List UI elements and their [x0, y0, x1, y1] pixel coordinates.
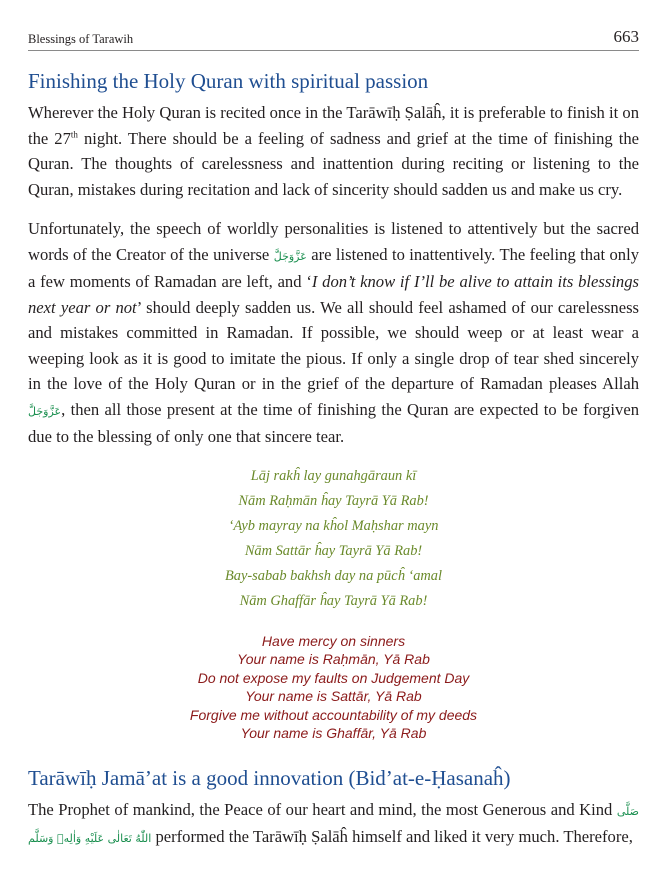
text-run: The Prophet of mankind, the Peace of our heart and mind, the most Generous and Kind — [28, 799, 617, 819]
poem-line: Your name is Ghaffār, Yā Rab — [240, 725, 427, 741]
poem-line: Nām Sattār ĥay Tayrā Yā Rab! — [244, 542, 423, 559]
poem-line: Bay-sabab bakhsh day na pūcĥ ‘amal — [224, 567, 443, 584]
text-run: Unfortunately, the speech of worldly personalities is listened to attentively but the sacred words of the Creator of the universe — [28, 219, 639, 264]
arabic-honorific: عَزَّوَجَلَّ — [273, 249, 307, 263]
poem-line: Your name is Raḥmān, Yā Rab — [237, 651, 430, 667]
text-run: are listened to inattentively. The feeling that only a few moments of Ramadan are left, and ‘ — [28, 244, 639, 291]
text-run: performed the Tarāwīḥ Ṣalāĥ himself and liked it very much. Therefore, — [151, 827, 633, 846]
poem-transliteration — [28, 464, 639, 614]
page-number: 663 — [613, 27, 639, 46]
text-run: Wherever the Holy Quran is recited once in the Tarāwīḥ Ṣalāĥ, it is preferable to finish it on the 27 — [28, 103, 639, 148]
poem-line: Have mercy on sinners — [261, 632, 406, 649]
poem-translation — [28, 632, 639, 743]
arabic-honorific: عَزَّوَجَلَّ — [28, 404, 62, 418]
paragraph-finishing-quran — [28, 100, 639, 202]
arabic-salutation: صَلَّى اللّٰهُ تَعَالٰى عَلَيْهِ وَاٰلِهٖ وَسَلَّم — [28, 804, 639, 845]
page-header — [28, 24, 639, 51]
poem-line: Nām Ghaffār ĥay Tayrā Yā Rab! — [239, 592, 428, 609]
running-title: Blessings of Tarawih — [28, 32, 134, 46]
section-heading-finishing-quran: Finishing the Holy Quran with spiritual passion — [28, 69, 429, 93]
page-content — [28, 68, 639, 866]
section-heading-tarawih-jamaat: Tarāwīḥ Jamā’at is a good innovation (Bid’at-e-Ḥasanaĥ) — [28, 765, 511, 790]
poem-line: Forgive me without accountability of my deeds — [189, 706, 478, 723]
paragraph-unfortunately — [28, 216, 639, 450]
poem-line: Nām Raḥmān ĥay Tayrā Yā Rab! — [238, 492, 429, 509]
paragraph-prophet — [28, 797, 639, 852]
poem-line: Lāj rakĥ lay gunahgāraun kī — [250, 467, 417, 484]
text-run: ’ should deeply sadden us. We all should feel ashamed of our carelessness and mistakes committed in Ramadan. If possible, we should weep or at least wear a weeping look as it is good to imitate the pious. If only a single drop of tear shed sincerely in the love of the Holy Quran or in the grief of the departure of Ramadan pleases Allah — [28, 297, 640, 393]
text-run: , then all those present at the time of finishing the Quran are expected to be forgiven due to the blessing of only one that sincere tear. — [28, 399, 639, 446]
ordinal-suffix: th — [70, 128, 78, 139]
poem-line: Do not expose my faults on Judgement Day — [197, 669, 470, 686]
text-run: night. There should be a feeling of sadness and grief at the time of finishing the Quran. The thoughts of carelessness and inattention during reciting or listening to the Quran, mistakes during recitation and lack of sincerity should sadden us and make us cry. — [28, 128, 639, 199]
poem-line: ‘Ayb mayray na kĥol Maḥshar mayn — [228, 517, 439, 534]
poem-line: Your name is Sattār, Yā Rab — [245, 688, 422, 704]
italic-quote: I don’t know if I’ll be alive to attain its blessings next year or not — [28, 272, 639, 317]
